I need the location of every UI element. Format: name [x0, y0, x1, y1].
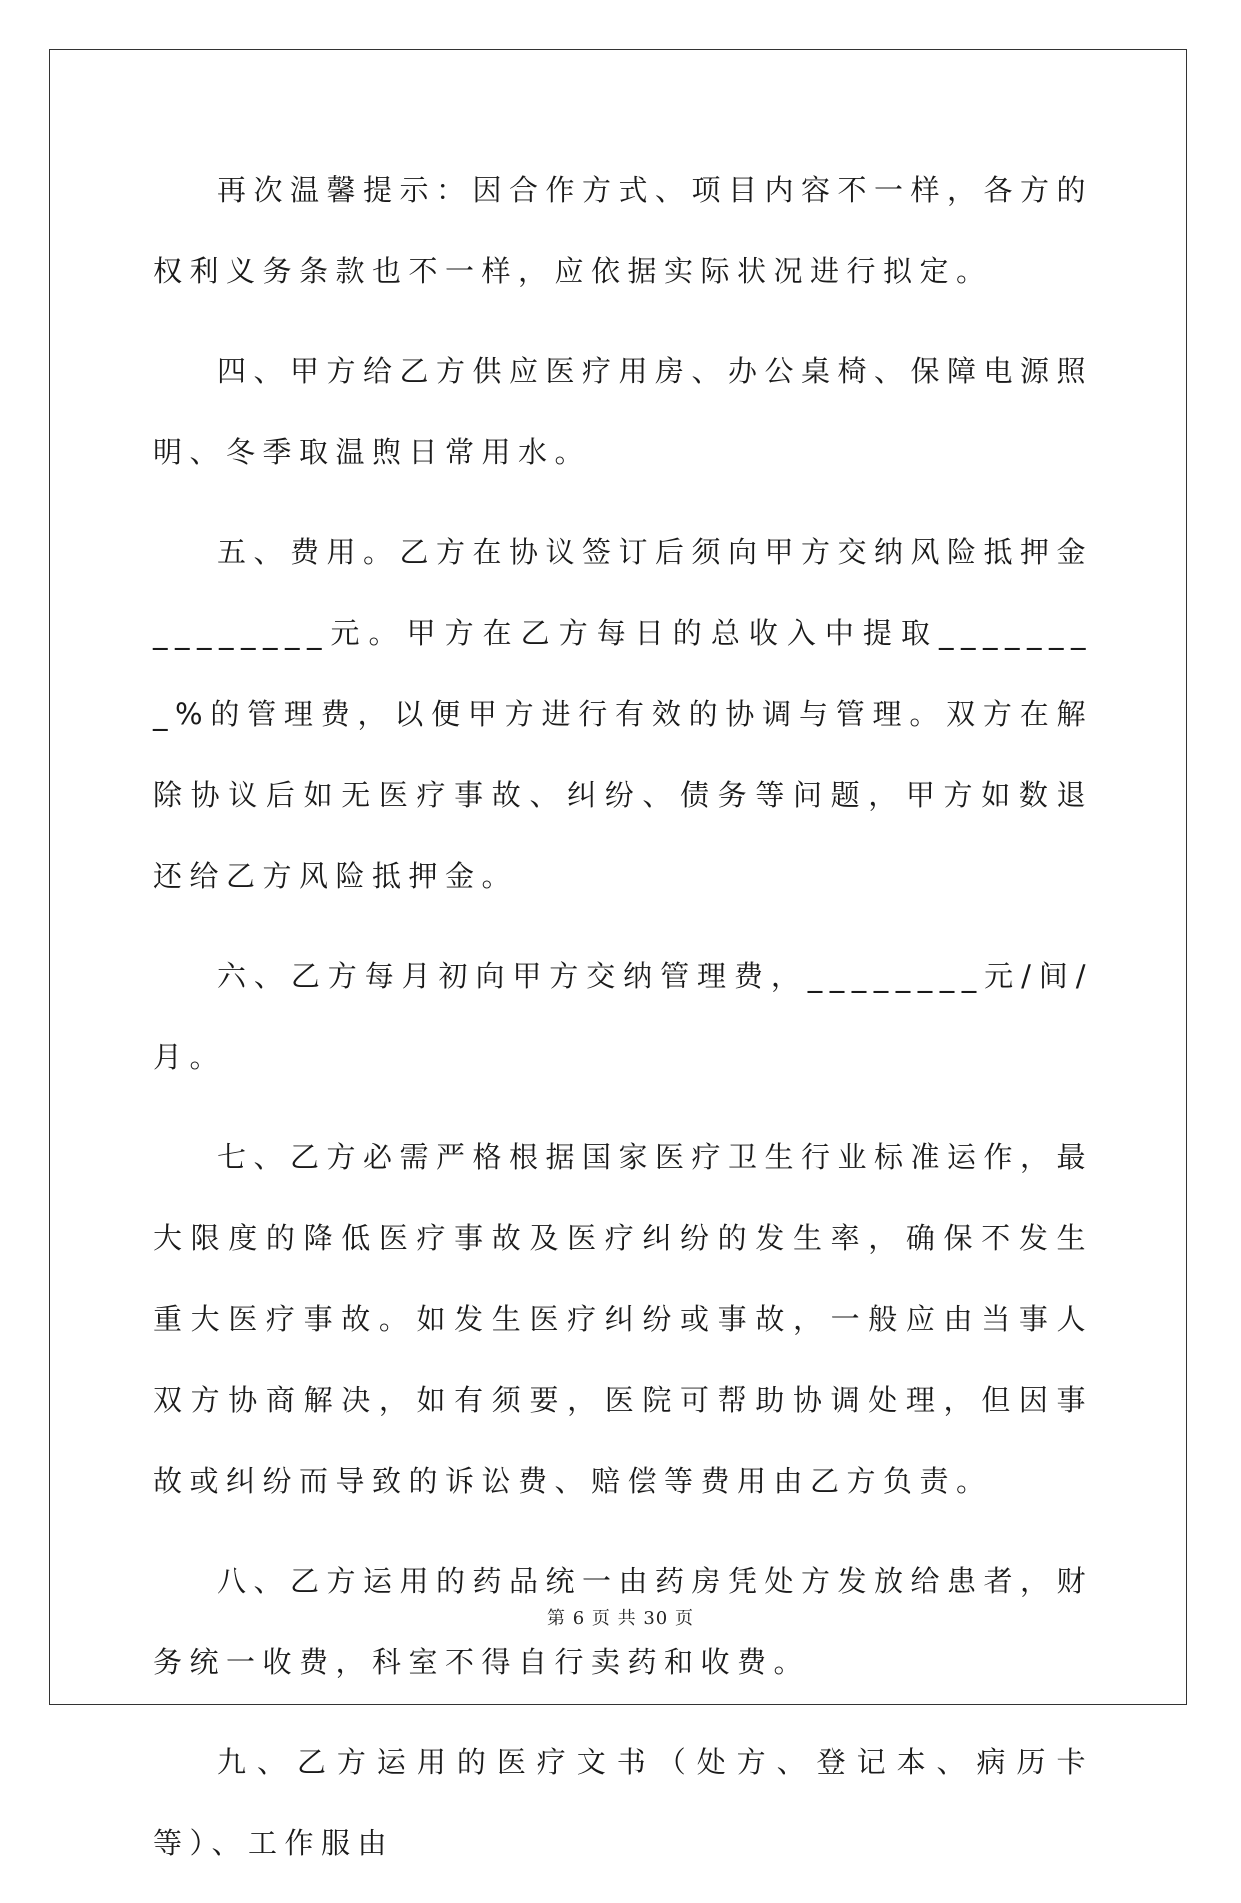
paragraph-clause-5: 五、费用。乙方在协议签订后须向甲方交纳风险抵押金________元。甲方在乙方每日的总收入中提取________%的管理费，以便甲方进行有效的协调与管理。双方在解除协议后如无医疗事故、纠纷、债务等问题，甲方如数退还给乙方风险抵押金。: [153, 535, 1094, 893]
paragraph-clause-4: 四、甲方给乙方供应医疗用房、办公桌椅、保障电源照明、冬季取温煦日常用水。: [153, 354, 1094, 469]
paragraph-clause-6: 六、乙方每月初向甲方交纳管理费，________元/间/月。: [153, 959, 1093, 1074]
paragraph-clause-9: 九、乙方运用的医疗文书（处方、登记本、病历卡等）、工作服由: [153, 1745, 1093, 1860]
paragraph-clause-7: 七、乙方必需严格根据国家医疗卫生行业标准运作，最大限度的降低医疗事故及医疗纠纷的发生率，确保不发生重大医疗事故。如发生医疗纠纷或事故，一般应由当事人双方协商解决，如有须要，医院可帮助协调处理，但因事故或纠纷而导致的诉讼费、赔偿等费用由乙方负责。: [153, 1140, 1094, 1498]
page-number-footer: 第 6 页 共 30 页: [547, 1608, 694, 1629]
paragraph-reminder: 再次温馨提示：因合作方式、项目内容不一样，各方的权利义务条款也不一样，应依据实际状况进行拟定。: [153, 173, 1094, 288]
paragraph-clause-8: 八、乙方运用的药品统一由药房凭处方发放给患者，财务统一收费，科室不得自行卖药和收费。: [153, 1564, 1094, 1679]
document-body: [153, 150, 1093, 1903]
